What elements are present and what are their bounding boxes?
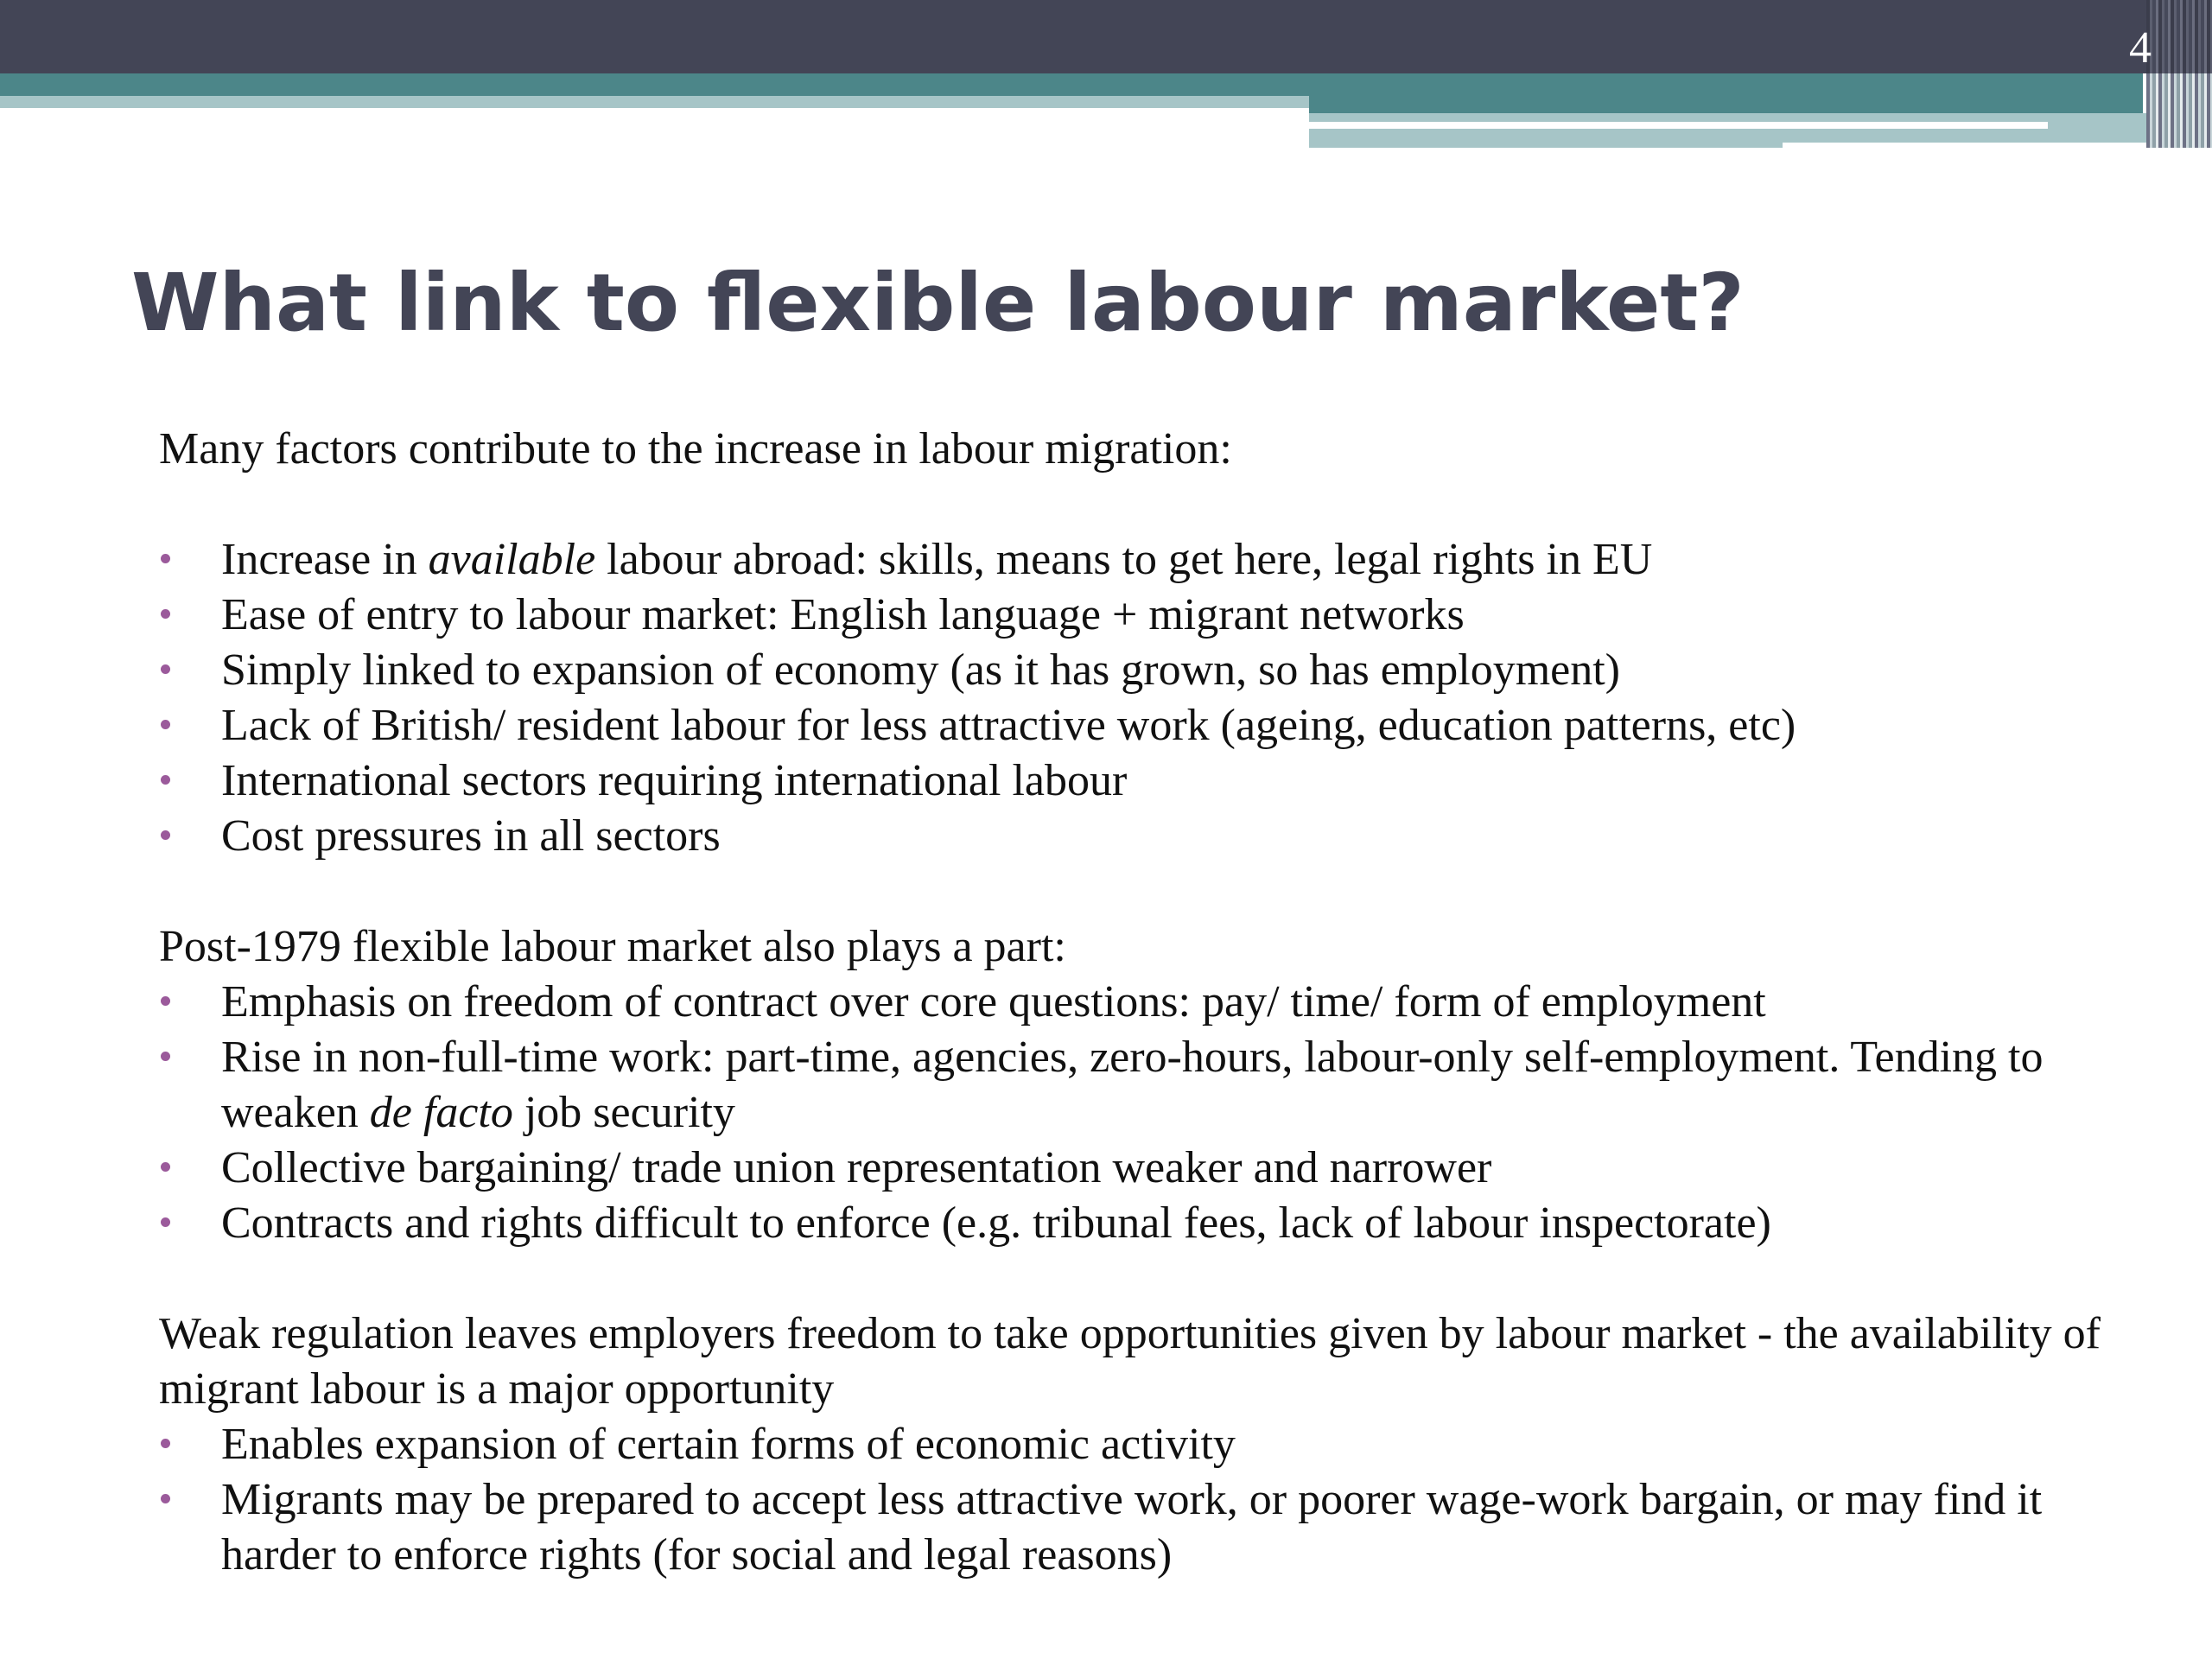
bullet-list: [159, 975, 2112, 1251]
bullet-text: Simply linked to expansion of economy (as it has grown, so has employment): [221, 645, 1620, 695]
bullet-text: Collective bargaining/ trade union representation weaker and narrower: [221, 1143, 1492, 1192]
bullet-item: [159, 1417, 2112, 1472]
header-bar-teal: [0, 73, 2143, 96]
section-intro: Post-1979 flexible labour market also plays a part:: [159, 922, 1066, 971]
bullet-item: [159, 1141, 2112, 1196]
bullet-item: [159, 588, 2112, 643]
bullet-text: Emphasis on freedom of contract over core questions: pay/ time/ form of employment: [221, 977, 1766, 1027]
bullet-item: [159, 1196, 2112, 1251]
bullet-dot-icon: [161, 775, 170, 785]
bullet-list: [159, 1417, 2112, 1583]
bullet-dot-icon: [161, 830, 170, 840]
bullet-item: [159, 1030, 2112, 1141]
spacer: [159, 864, 2112, 919]
slide-title: What link to flexible labour market?: [131, 257, 1745, 349]
bullet-dot-icon: [161, 1162, 170, 1172]
bullet-dot-icon: [161, 1494, 170, 1503]
header-bar-light: [0, 96, 1309, 108]
bullet-text: Increase in: [221, 535, 429, 584]
bullet-dot-icon: [161, 996, 170, 1006]
section-intro: Weak regulation leaves employers freedom to take opportunities given by labour market - the availability of migrant labour is a major opportunity: [159, 1309, 2101, 1414]
bullet-text: Contracts and rights difficult to enforce (e.g. tribunal fees, lack of labour inspectorate): [221, 1198, 1771, 1248]
bullet-item: [159, 643, 2112, 698]
bullet-item: [159, 809, 2112, 864]
bullet-dot-icon: [161, 664, 170, 674]
bullet-text: Migrants may be prepared to accept less attractive work, or poorer wage-work bargain, or may find it harder to enforce rights (for social and legal reasons): [221, 1475, 2043, 1580]
bullet-dot-icon: [161, 609, 170, 619]
bullet-item: [159, 1472, 2112, 1583]
bullet-item: [159, 532, 2112, 588]
bullet-text: Lack of British/ resident labour for less attractive work (ageing, education patterns, etc): [221, 701, 1796, 750]
bullet-list: [159, 532, 2112, 864]
header-accent-line: [1309, 122, 2048, 129]
header-bar-dark: [0, 0, 2212, 73]
spacer: [159, 477, 2112, 532]
spacer: [159, 1251, 2112, 1306]
bullet-dot-icon: [161, 1439, 170, 1448]
bullet-item: [159, 975, 2112, 1030]
bullet-text: Cost pressures in all sectors: [221, 811, 721, 861]
header-bar-teal-right: [1309, 96, 2143, 113]
bullet-item: [159, 753, 2112, 809]
bullet-text-after: job security: [512, 1088, 735, 1137]
bullet-text: Rise in non-full-time work: part-time, agencies, zero-hours, labour-only self-employment. Tending to weaken: [221, 1033, 2044, 1137]
bullet-dot-icon: [161, 720, 170, 729]
header-accent-line-lower: [1783, 143, 2167, 148]
bullet-dot-icon: [161, 1052, 170, 1061]
bullet-dot-icon: [161, 1217, 170, 1227]
header-stripes-dark: [2146, 0, 2212, 73]
bullet-text: International sectors requiring international labour: [221, 756, 1128, 805]
slide-body: [159, 422, 2112, 1583]
bullet-text: Enables expansion of certain forms of economic activity: [221, 1420, 1236, 1469]
bullet-text: Ease of entry to labour market: English language + migrant networks: [221, 590, 1465, 639]
bullet-item: [159, 698, 2112, 753]
bullet-emphasis: de facto: [369, 1088, 513, 1137]
bullet-dot-icon: [161, 554, 170, 563]
bullet-text-after: labour abroad: skills, means to get here, legal rights in EU: [595, 535, 1653, 584]
bullet-emphasis: available: [428, 535, 596, 584]
section-intro: Many factors contribute to the increase in labour migration:: [159, 424, 1232, 474]
slide-number: 4: [2129, 23, 2152, 73]
